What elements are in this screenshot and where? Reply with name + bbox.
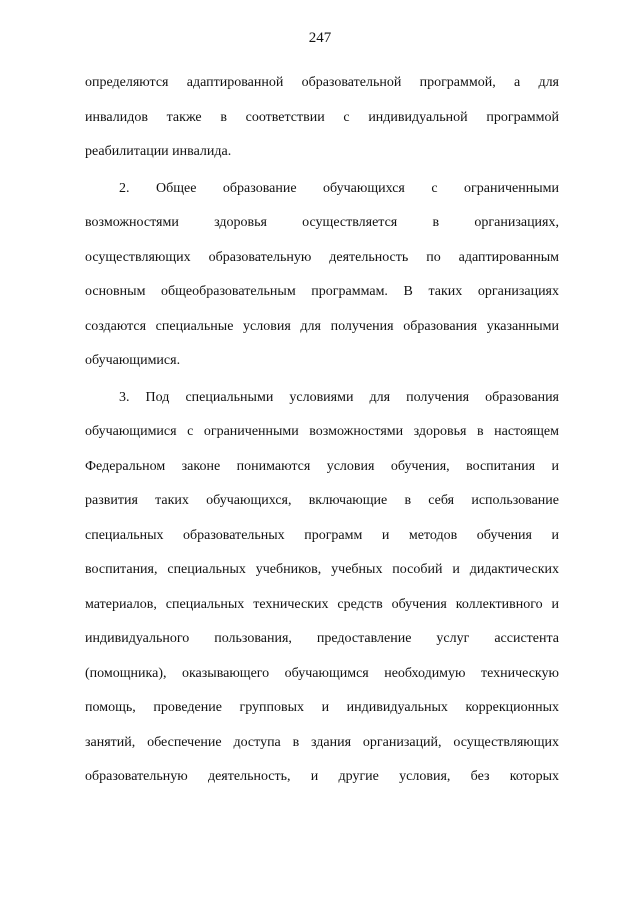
text-line: обучающимися с ограниченными возможностями здоровья в настоящем — [85, 424, 559, 439]
text-line: (помощника), оказывающего обучающимся необходимую техническую — [85, 665, 559, 681]
text-line: определяются адаптированной образовательной программой, а для — [85, 75, 559, 90]
text-line: 3. Под специальными условиями для получения образования — [119, 389, 559, 405]
text-line: Федеральном законе понимаются условия обучения, воспитания и — [85, 458, 559, 474]
text-line: осуществляющих образовательную деятельность по адаптированным — [85, 249, 559, 265]
text-line: образовательную деятельность, и другие условия, без которых — [85, 769, 559, 784]
text-line: возможностями здоровья осуществляется в организациях, — [85, 215, 559, 230]
text-line: создаются специальные условия для получения образования указанными — [85, 318, 559, 334]
text-line: занятий, обеспечение доступа в здания организаций, осуществляющих — [85, 734, 559, 750]
text-line: индивидуального пользования, предоставление услуг ассистента — [85, 631, 559, 646]
text-line: основным общеобразовательным программам. В таких организациях — [85, 284, 559, 299]
text-line: инвалидов также в соответствии с индивидуальной программой — [85, 109, 559, 125]
text-line: реабилитации инвалида. — [85, 144, 232, 159]
text-line: 2. Общее образование обучающихся с ограниченными — [119, 180, 559, 196]
page-number: 247 — [308, 30, 332, 46]
text-line: специальных образовательных программ и методов обучения и — [85, 527, 559, 543]
text-line: обучающимися. — [85, 353, 181, 368]
body-text — [85, 71, 559, 800]
text-line: развития таких обучающихся, включающие в себя использование — [85, 493, 559, 508]
text-line: материалов, специальных технических средств обучения коллективного и — [85, 596, 559, 612]
text-line: воспитания, специальных учебников, учебных пособий и дидактических — [85, 562, 559, 577]
text-line: помощь, проведение групповых и индивидуальных коррекционных — [85, 700, 559, 715]
